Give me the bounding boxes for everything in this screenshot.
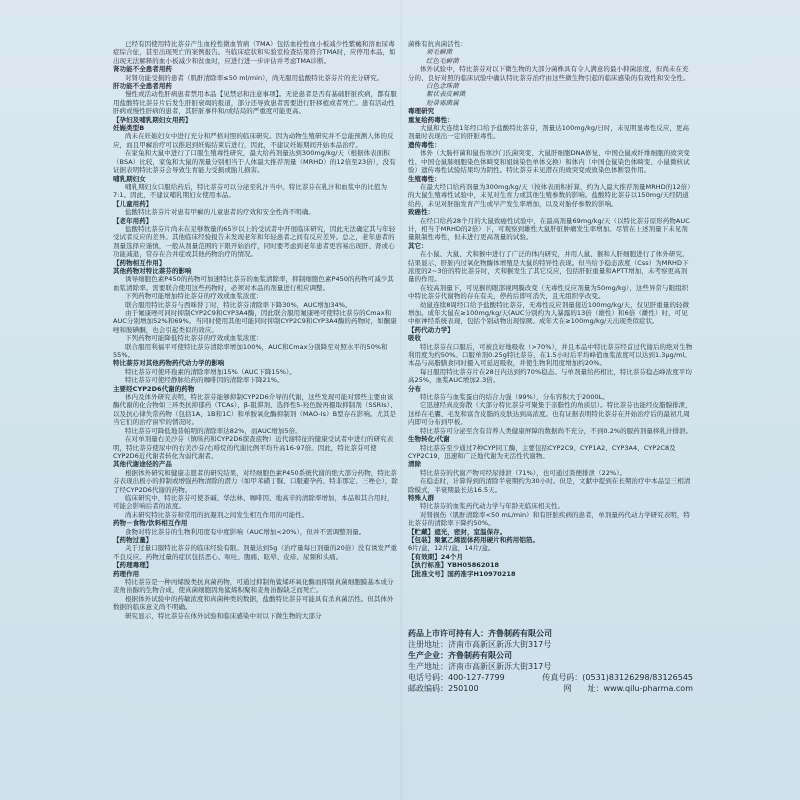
- paragraph: 临床研究中，特比萘芬可使茶碱、华法林、咖啡因、地高辛的清除率增加，本品和其合用时，可能会影响后者的浓度。: [113, 493, 394, 511]
- right-text-column: [408, 40, 693, 620]
- paragraph: 白色念珠菌: [426, 82, 459, 91]
- subsection-heading: 生物转化/代谢: [408, 435, 450, 444]
- phone-field: 电话号码：400-127-7799: [408, 673, 505, 682]
- fax-field: 传真号码：(0531)83126298/83126545: [542, 673, 693, 682]
- section-heading: 【药物过量】: [113, 535, 153, 544]
- subsection-heading: 其他药物对特比萘芬的影响: [113, 266, 192, 275]
- section-heading: 【孕妇及哺乳期妇女用药】: [113, 115, 192, 124]
- paragraph: 哺乳期妇女口服给药后，特比萘芬可以分泌至乳汁当中。特比萘芬在乳汁和血浆中的比值为7:1。因此，不建议哺乳期妇女使用本品。: [113, 182, 387, 200]
- paragraph: 已经有因使用特比萘芬产生血栓性微血管病（TMA）包括血栓性血小板减少性紫癜和溶血尿毒症综合征，甚至出现死亡的案例报告。当临床症状和实验室检查结果符合TMA时，应停用本品，如出现无法解释的血小板减少和贫血时，应进行进一步评估并考虑TMA诊断。: [113, 40, 396, 65]
- paragraph: 菌株有抗真菌活性：: [408, 40, 467, 48]
- paragraph: 须毛癣菌: [426, 48, 453, 57]
- paragraph: 特比萘芬可分泌至含有营养人类健康屏障的数据尚不充分，不到0.2%的服药剂量移乳汁排泄。: [420, 426, 693, 435]
- paragraph: 体内及体外研究表明，特比萘芬能够抑制CYP2D6介导的代谢，这些发现可能对那些主要由该酶代谢的化合物如三环类抗抑郁药（TCAs）、β-阻滞剂、选择性5-羟色胺再摄取抑制剂（SSRIs）、以及抗心律失常药物（包括1A、1B和1C）和单胺氧化酶抑制剂（MAO-Is）B型存在影响。尤其是当它们的治疗窗窄的情况时。: [113, 393, 397, 427]
- paragraph: 对肾损伤（肌酐清除率<50 mL/min）和有肝脏疾病的患者，单剂量药代动力学研究表明，特比萘芬的清除率下降约50%。: [408, 510, 690, 528]
- subsection-heading: 其它：: [408, 241, 428, 250]
- mah-address-row: 注册地址：济南市高新区新泺大街317号: [408, 640, 552, 649]
- paragraph: 下列药物可能增加特比萘芬的疗效或血浆浓度：: [125, 292, 263, 301]
- paragraph: 在经口给药28个月的大鼠致癌性试验中，在最高剂量69mg/kg/天（以特比萘芬原形药物AUC计，相当于MRHD的2倍）下，可观察到雄性大鼠肝脏肿瘤发生率增加。尽管在上述剂量下未见剂量限制性毒性，但未进行更高剂量的试验。: [408, 216, 690, 242]
- paragraph: 特比萘芬可使环孢素的清除率增加15%（AUC下降15%）。: [125, 367, 296, 376]
- subsection-heading: 重复给药毒性：: [408, 115, 454, 124]
- website-field: 网 址：www.qilu-pharma.com: [563, 684, 693, 693]
- section-heading: 【执行标准】YBH05862018: [408, 561, 500, 570]
- company-info-block: [408, 628, 693, 694]
- section-heading: 【包装】聚氯乙烯固体药用硬片和药用铝箔。: [408, 535, 539, 544]
- paragraph: 它迅速经真皮弥散（大部分特比萘芬可聚集于亲脂性的角质层）。特比萘芬也能经皮脂腺排泄，这样在毛囊、毛发和富含皮脂的皮肤达到高浓度。也有证据表明特比萘芬在开始治疗后的最初几周内即可分布到甲板。: [408, 401, 692, 427]
- subsection-heading: 生殖毒性：: [408, 174, 441, 183]
- left-text-column: [113, 40, 398, 800]
- subsection-heading: 哺乳期妇女: [113, 174, 146, 183]
- paragraph: 在稳态时，计算得到的清除半衰期约为30小时。但是，文献中提到在长期治疗中本品呈三相清除模式，半衰期最长达16.5天。: [408, 477, 691, 494]
- subsection-heading: 药理作用: [113, 569, 140, 578]
- subsection-heading: 分布: [408, 384, 422, 393]
- paragraph: 在家兔和大鼠中进行了口服生殖毒性研究，最大给药剂量达到300mg/kg/天（根据体表面积（BSA）比较，家兔和大鼠的剂量分别相当于人体最大推荐剂量（MRHD）的12倍至23倍），没有证据表明特比萘芬会导致生育能力受损或胎儿损害。: [113, 149, 396, 175]
- paragraph: 幼鼠连续8周经口给予盐酸特比萘芬，无毒性反应剂量接近100mg/kg/天，仅见肝重量的轻微增加。成年大鼠在≥100mg/kg/天(AUC分别约为人暴露的13倍（雄性）和6倍（雌性）时，可见中枢神经系统表现，包括个别动物出现惊厥。成年犬在≥100mg/kg/天出现类似症状。: [408, 300, 690, 326]
- paragraph: 红色毛癣菌: [426, 56, 459, 65]
- subsection-heading: 致癌性：: [408, 208, 435, 217]
- paragraph: 絮状表皮癣菌: [426, 90, 466, 99]
- section-heading: 【贮藏】遮光，密封，室温保存。: [408, 527, 507, 536]
- section-heading: 【批准文号】国药准字H10970218: [408, 569, 516, 578]
- section-heading: 【药代动力学】: [408, 325, 454, 334]
- section-heading: 【有效期】24个月: [408, 552, 463, 561]
- paragraph: 在对单剂量右美沙芬（镇咳药和CYP2D6探查底物）近代谢特征的健康受试者中进行的研究表明，特比萘芬使尿中的右美沙芬/右啡烷的代谢比例平均升高16-97倍。因此，特比萘芬可使CYP2D6近代谢者转化为弱代谢者。: [113, 435, 394, 460]
- subsection-heading: 清除: [408, 460, 422, 469]
- paragraph: 联合服用利福平可使特比萘芬清除率增加100%，AUC和Cmax分别降至对照水平的50%和55%。: [113, 342, 388, 360]
- phone-fax-row: [408, 672, 693, 683]
- paragraph: 大鼠和犬连续1年经口给予盐酸特比萘芬，剂量达100mg/kg/日时，未见明显毒性反应，更高剂量时表现出一定的肝脏毒性。: [408, 124, 690, 141]
- subsection-heading: 妊娠类型B: [113, 124, 145, 133]
- paragraph: 下列药物可能降低特比萘芬的疗效或血浆浓度：: [125, 334, 263, 343]
- paragraph: 慢性或活动性肝病患者禁用本品【见禁忌和注意事项】。无论患者是否有基础肝脏疾病，都有服用盐酸特比萘芬片后发生肝脏衰竭的报道，部分还导致患者需要进行肝移植或者死亡。患有活动性肝病或慢性肝病的患者，其肝脏事件和/或结局的严重度可能更高。: [113, 90, 397, 116]
- paragraph: 在小鼠、大鼠、犬和猴中进行了广泛的体内研究，并用人鼠、猴和人肝细胞进行了体外研究，结果显示，肝脏内过氧化物酶体增殖是大鼠的特异性表现。但当给予稳态浓度（Css）为MRHD下浓度的2~3倍的特比萘芬时，犬和猴发生了其它反应，包括肝脏重量和APTT增加，未考察更高剂量的作用。: [408, 250, 689, 284]
- paragraph: 在最大经口给药剂量为300mg/kg/天（按体表面积折算，约为人最大推荐剂量MRHD的12倍）的大鼠生殖毒性试验中，未见对生育力或其他生殖参数的影响。盐酸特比萘芬以150mg/天经阴道给药，未见对胚胎发育产生或早产发生率增加，以及对胎仔参数的影响。: [408, 182, 691, 208]
- paragraph: 6片/盒，12片/盒，14片/盒。: [408, 544, 495, 553]
- subsection-heading: 肝功能不全患者用药: [113, 82, 172, 91]
- paragraph: 特比萘芬的血浆药代动力学与年龄无临床相关性。: [420, 502, 565, 511]
- subsection-heading: 其他代谢途径的产品: [113, 460, 172, 469]
- manufacturer-row: 生产企业：齐鲁制药有限公司: [408, 651, 512, 660]
- section-heading: 【药物相互作用】: [113, 258, 166, 267]
- paragraph: 食物对特比萘芬的生物利用度有中度影响（AUC增加<20%），但并不需调整剂量。: [125, 527, 366, 536]
- section-heading: 【老年用药】: [113, 216, 153, 225]
- paragraph: 由于氟康唑可同时抑制CYP2C9和CYP3A4酶，因此联合服用氟康唑可使特比萘芬的Cmax和AUC分别增加52%和69%。当同时使用其他可能同时抑制CYP2C9和CYP3A4酶的药物时，如酮康唑和胺碘酮，也会引起类似的效应。: [113, 309, 397, 334]
- paragraph: 特比萘芬的代谢产物可经尿排泄（71%），也可通过粪便排泄（22%）。: [420, 468, 627, 477]
- paragraph: 特比萘芬是一种丙烯胺类抗真菌药物，可通过抑制角鲨烯环氧化酶而抑制真菌细胞膜基本成分麦角甾醇的生物合成，使真菌细胞因角鲨烯积聚和麦角甾醇缺乏而死亡。: [113, 578, 394, 595]
- zip-field: 邮政编码：250100: [408, 684, 479, 693]
- paragraph: 每日服用特比萘芬片在28日内达到约70%稳态。与单剂量给药相比，特比萘芬稳态峰浓度平均高25%，血浆AUC增加2.3倍。: [408, 367, 692, 385]
- paragraph: 尚未在妊娠妇女中进行充分和严格对照的临床研究。因为动物生殖研究并不总能预测人体的反应，而且甲癣治疗可以推迟到妊娠结束后进行，因此，不建议妊娠期间开始本品治疗。: [113, 132, 394, 149]
- paragraph: 根据体外研究和健康志愿者的研究结果，对经细胞色素P450系统代谢的绝大部分药物，特比萘芬表现出极小的抑制或增强药物清除的潜力（如甲苯磺丁脲、口服避孕药、特非那定、三唑仑），除了经CYP2D6代谢的药物。: [113, 468, 398, 494]
- paragraph: 诱导细胞色素P450的药物可加速特比萘芬的血浆清除率，抑制细胞色素P450的药物可减少其血浆清除率。需要联合使用这些药物时，必须对本品的剂量进行相应调整。: [113, 275, 394, 292]
- paragraph: 盐酸特比萘芬片对患有甲癣的儿童患者的疗效和安全性尚不明确。: [125, 208, 315, 217]
- paragraph: 体外试验中，特比萘芬对以下微生物的大部分菌株具有令人满意的最小抑菌浓度，但尚未在充分的、良好对照的临床试验中确认特比萘芬治疗由这些微生物引起的临床感染的有效性和安全性。: [408, 65, 690, 82]
- section-heading: 【儿童用药】: [113, 199, 153, 208]
- manufacturer-address-row: 生产地址：济南市高新区新泺大街317号: [408, 662, 552, 671]
- paragraph: 特比萘芬可降低地昔帕明的清除率达82%，而AUC增加5倍。: [125, 426, 302, 435]
- paragraph: 特比萘芬可使经静脉给药的咖啡因的清除率下降21%。: [125, 376, 284, 385]
- paragraph: 短帚霉菌属: [426, 98, 459, 107]
- paragraph: 特比萘芬与血浆蛋白的结合力强（99%），分布容积大于2000L。: [420, 393, 609, 402]
- mah-row: 药品上市许可持有人：齐鲁制药有限公司: [408, 629, 552, 638]
- paragraph: 关于过量口服特比萘芬的临床经验有限。剂量达到5g（治疗量每日剂量的20倍）没有诱发严重不良反应。药物过量的症状包括恶心、呕吐、腹痛、眩晕、皮疹、尿频和头痛。: [113, 544, 398, 561]
- subsection-heading: 特比萘芬对其他药物药代动力学的影响: [113, 359, 225, 368]
- subsection-heading: 肾功能不全患者用药: [113, 65, 172, 74]
- subsection-heading: 毒理研究: [408, 107, 435, 116]
- column-fold-shadow: [400, 0, 403, 800]
- subsection-heading: 特殊人群: [408, 493, 435, 502]
- paragraph: 尚未研究特比萘芬和常用的抗凝剂之间发生相互作用的可能性。: [125, 510, 309, 519]
- subsection-heading: 遗传毒性：: [408, 140, 441, 149]
- paragraph: 在较高剂量下，可见猴的眼部视网膜改变（无毒性反应剂量为50mg/kg），这些异常与眼组织中特比萘芬代谢物的存在有关，停药后即可消失，且无组织学改变。: [408, 283, 689, 301]
- paragraph: 特比萘芬在口服后，可被良好地吸收（>70%），并且本品中特比萘芬经首过代谢后的绝对生物利用度为约50%。口服单剂0.25g特比萘芬，在1.5小时后平均峰值血浆浓度可以达到1.3μg/ml。本品与高脂膳食同时摄入可延迟吸收，并使生物利用度增加约20%。: [408, 342, 693, 368]
- paragraph: 联合服用特比萘芬与西咪替丁时，特比萘芬清除率下降30%，AUC增加34%。: [125, 300, 352, 309]
- subsection-heading: 吸收: [408, 334, 422, 343]
- paragraph: 研究显示，特比萘芬在体外试验和临床感染中对以下微生物的大部分: [125, 611, 322, 620]
- paragraph: 对肾功能受损的患者（肌酐清除率≤50 ml/min），尚无服用盐酸特比萘芬片的充分研究。: [125, 73, 384, 82]
- paragraph: 盐酸特比萘芬片尚未在足够数量的65岁以上的受试者中开展临床研究，因此无法确定其与年轻受试者反应的差异。其他临床经验报告未发现老年和年轻患者之间有反应差异。总之，老年患者的剂量选择应谨慎，一般从剂量范围的下限开始治疗，同时要考虑到老年患者更容易出现肝、肾或心功能减退，常存在合并症或其他药物治疗的情况。: [113, 224, 396, 259]
- paragraph: 体外（大肠杆菌和鼠伤寒沙门氏菌突变、大鼠肝细胞DNA修复、中国仓鼠成纤维细胞的致突变性、中国仓鼠肺细胞染色体畸变和姐妹染色单体交换）和体内（中国仓鼠染色体畸变、小鼠微核试验）遗传毒性试验结果均为阴性。特比萘芬未见潜在的致突变或致染色体断裂作用。: [408, 149, 690, 175]
- subsection-heading: 药物－食物/饮料相互作用: [113, 519, 188, 528]
- paragraph: 根据体外试验中的药敏浓度和真菌种类的数据，盐酸特比萘芬可能具有杀真菌活性。但其体外数据的临床意义尚不明确。: [113, 594, 394, 612]
- zip-web-row: [408, 683, 693, 694]
- section-heading: 【药理毒理】: [113, 561, 153, 570]
- paragraph: 特比萘芬至少通过7种CYP同工酶，主要包括CYP2C9、CYP1A2、CYP3A4、CYP2C8及CYP2C19，迅速和广泛地代谢为无活性代谢物。: [408, 443, 676, 460]
- subsection-heading: 主要经CYP2D6代谢的药物: [113, 384, 195, 393]
